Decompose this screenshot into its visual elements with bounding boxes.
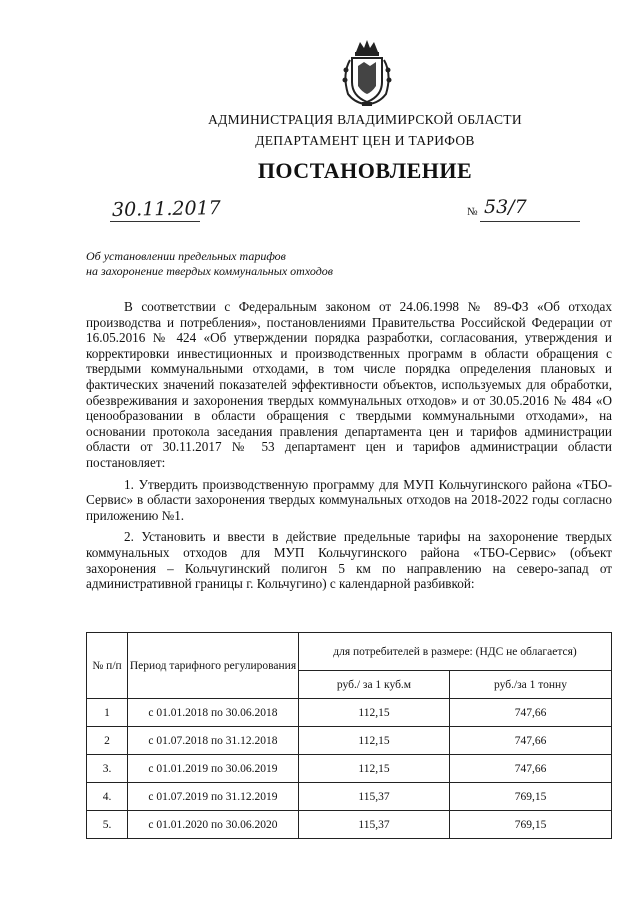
document-date: 30.11.2017 (111, 197, 221, 221)
row-number: 1 (87, 699, 128, 727)
clause-2-paragraph: 2. Установить и ввести в действие предельные тарифы на захоронение твердых коммунальных отходов для МУП Кольчугинского района «ТБО-Сервис» (объект захоронения – Кольчугинский полигон 5 км по направлению на северо-запад от административной границы г. Кольчугино) с календарной разбивкой: (86, 529, 612, 592)
subject-line-1: Об установлении предельных тарифов (86, 249, 286, 263)
table-row (87, 811, 612, 839)
document-body (86, 299, 612, 592)
row-period: с 01.01.2020 по 30.06.2020 (128, 811, 299, 839)
header-consumer-group: для потребителей в размере: (НДС не облагается) (299, 633, 612, 671)
header-period: Период тарифного регулирования (128, 633, 299, 699)
document-subject (86, 249, 406, 279)
preamble-paragraph: В соответствии с Федеральным законом от 24.06.1998 № 89-ФЗ «Об отходах производства и потребления», постановлениями Правительства Российской Федерации от 16.05.2016 № 424 «Об утверждении порядка разработки, согласования, утверждения и корректировки инвестиционных и производственных программ в области обращения с твердыми коммунальными отходами, в том числе порядка определения плановых и фактических значений показателей эффективности объектов, используемых для обработки, обезвреживания и захоронения твердых коммунальных отходов» и от 30.05.2016 № 484 «О ценообразовании в области обращения с твердыми коммунальными отходами», на основании протокола заседания правления департамента цен и тарифов администрации области от 30.11.2017 № 53 департамент цен и тарифов администрации области постановляет: (86, 299, 612, 470)
department-name: ДЕПАРТАМЕНТ ЦЕН И ТАРИФОВ (255, 133, 475, 148)
document-type-title: ПОСТАНОВЛЕНИЕ (257, 158, 473, 183)
row-price-m3: 115,37 (299, 783, 450, 811)
row-price-ton: 769,15 (450, 783, 612, 811)
table-header-row (87, 633, 612, 671)
header-per-ton: руб./за 1 тонну (450, 671, 612, 699)
row-price-ton: 747,66 (450, 755, 612, 783)
date-underline (110, 221, 200, 222)
table-row (87, 699, 612, 727)
row-price-m3: 112,15 (299, 727, 450, 755)
row-period: с 01.07.2019 по 31.12.2019 (128, 783, 299, 811)
row-number: 3. (87, 755, 128, 783)
row-period: с 01.01.2018 по 30.06.2018 (128, 699, 299, 727)
table-row (87, 755, 612, 783)
organization-name: АДМИНИСТРАЦИЯ ВЛАДИМИРСКОЙ ОБЛАСТИ (208, 112, 522, 127)
tariff-table (86, 632, 612, 839)
clause-1-paragraph: 1. Утвердить производственную программу для МУП Кольчугинского района «ТБО-Сервис» в области захоронения твердых коммунальных отходов на 2018-2022 годы согласно приложению №1. (86, 476, 612, 523)
row-price-m3: 115,37 (299, 811, 450, 839)
number-label: № (467, 206, 478, 218)
row-price-m3: 112,15 (299, 755, 450, 783)
row-price-m3: 112,15 (299, 699, 450, 727)
table-row (87, 783, 612, 811)
document-number: 53/7 (484, 196, 527, 218)
row-period: с 01.07.2018 по 31.12.2018 (128, 727, 299, 755)
coat-of-arms-icon (338, 38, 396, 108)
row-number: 2 (87, 727, 128, 755)
number-underline (480, 221, 580, 222)
row-price-ton: 747,66 (450, 727, 612, 755)
row-price-ton: 769,15 (450, 811, 612, 839)
table-row (87, 727, 612, 755)
row-number: 4. (87, 783, 128, 811)
header-per-m3: руб./ за 1 куб.м (299, 671, 450, 699)
row-period: с 01.01.2019 по 30.06.2019 (128, 755, 299, 783)
row-price-ton: 747,66 (450, 699, 612, 727)
header-number: № п/п (87, 633, 128, 699)
subject-line-2: на захоронение твердых коммунальных отходов (86, 264, 333, 278)
row-number: 5. (87, 811, 128, 839)
